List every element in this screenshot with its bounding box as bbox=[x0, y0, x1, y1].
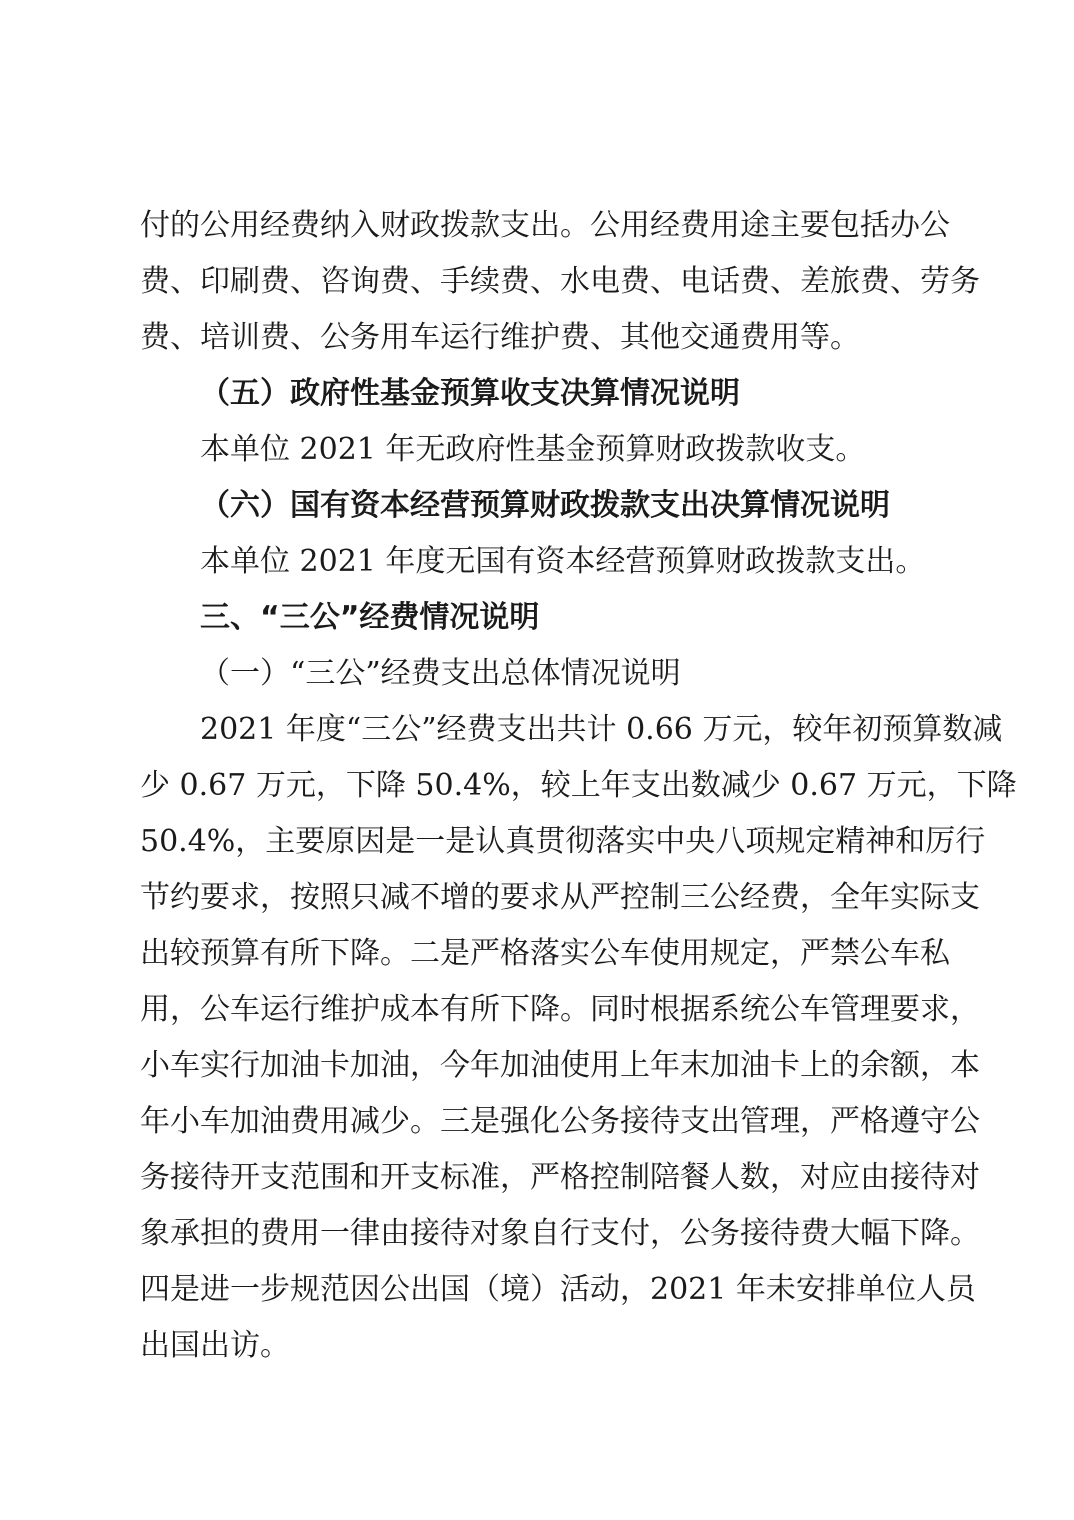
paragraph-line: 付的公用经费纳入财政拨款支出。公用经费用途主要包括办公 bbox=[140, 208, 950, 243]
section-5-body: 本单位 2021 年无政府性基金预算财政拨款收支。 bbox=[200, 432, 866, 467]
paragraph-line: 50.4%，主要原因是一是认真贯彻落实中央八项规定精神和厉行 bbox=[140, 824, 986, 859]
document-body bbox=[140, 198, 1017, 1374]
section-three-sub-heading: （一）“三公”经费支出总体情况说明 bbox=[200, 656, 681, 691]
section-three-heading: 三、“三公”经费情况说明 bbox=[200, 600, 540, 635]
section-6-heading: （六）国有资本经营预算财政拨款支出决算情况说明 bbox=[200, 488, 890, 523]
paragraph-line: 四是进一步规范因公出国（境）活动，2021 年未安排单位人员 bbox=[140, 1272, 976, 1307]
paragraph-line: 节约要求，按照只减不增的要求从严控制三公经费，全年实际支 bbox=[140, 880, 980, 915]
paragraph-line: 费、印刷费、咨询费、手续费、水电费、电话费、差旅费、劳务 bbox=[140, 264, 980, 299]
section-5-heading: （五）政府性基金预算收支决算情况说明 bbox=[200, 376, 740, 411]
paragraph-line: 用，公车运行维护成本有所下降。同时根据系统公车管理要求， bbox=[140, 992, 980, 1027]
paragraph-line: 出国出访。 bbox=[140, 1328, 290, 1363]
paragraph-line: 出较预算有所下降。二是严格落实公车使用规定，严禁公车私 bbox=[140, 936, 950, 971]
section-6-body: 本单位 2021 年度无国有资本经营预算财政拨款支出。 bbox=[200, 544, 926, 579]
paragraph-line: 费、培训费、公务用车运行维护费、其他交通费用等。 bbox=[140, 320, 860, 355]
paragraph-line: 小车实行加油卡加油，今年加油使用上年末加油卡上的余额，本 bbox=[140, 1048, 980, 1083]
paragraph-line: 年小车加油费用减少。三是强化公务接待支出管理，严格遵守公 bbox=[140, 1104, 980, 1139]
paragraph-line: 务接待开支范围和开支标准，严格控制陪餐人数，对应由接待对 bbox=[140, 1160, 980, 1195]
paragraph-line: 2021 年度“三公”经费支出共计 0.66 万元，较年初预算数减 bbox=[200, 712, 1003, 747]
paragraph-line: 象承担的费用一律由接待对象自行支付，公务接待费大幅下降。 bbox=[140, 1216, 980, 1251]
paragraph-line: 少 0.67 万元，下降 50.4%，较上年支出数减少 0.67 万元，下降 bbox=[140, 768, 1017, 803]
